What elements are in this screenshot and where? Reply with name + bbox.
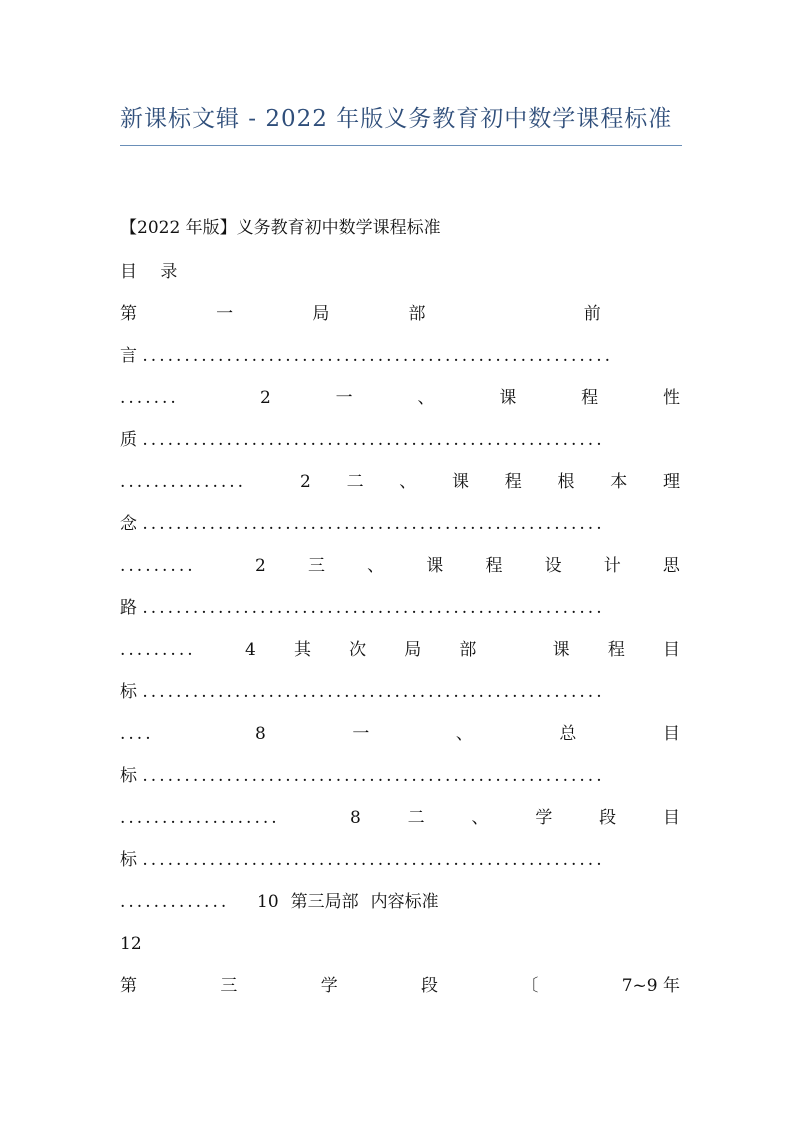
toc-char: 〔 <box>521 976 539 996</box>
toc-char: 思 <box>662 556 680 576</box>
toc-char: 程 <box>581 388 599 408</box>
toc-char: 段 <box>599 808 617 828</box>
toc-page-number: 12 <box>120 934 142 954</box>
toc-page-number: 2 <box>260 388 271 408</box>
toc-section-label: 第三局部 <box>290 892 359 912</box>
toc-char: 根 <box>557 472 575 492</box>
toc-char: 目 <box>662 808 680 828</box>
toc-leader-dots: ................... <box>120 808 280 828</box>
toc-entry-head: 念 <box>120 514 137 534</box>
toc-leader-dots: ....................................................... <box>142 682 605 702</box>
toc-line <box>120 721 680 747</box>
header-title: 新课标文辑 - 2022 年版义务教育初中数学课程标准 <box>120 106 673 132</box>
toc-char: 局 <box>312 304 330 324</box>
toc-heading <box>120 259 680 285</box>
toc-char: 程 <box>504 472 522 492</box>
toc-char: 学 <box>535 808 553 828</box>
toc-page-number: 8 <box>255 724 266 744</box>
toc-leader-dots: ............. <box>120 892 230 912</box>
toc-char: 三 <box>220 976 238 996</box>
toc-line <box>120 679 680 705</box>
toc-entry-head: 标 <box>120 850 137 870</box>
toc-entry-head: 路 <box>120 598 137 618</box>
toc-char: 第 <box>120 976 137 996</box>
toc-char: 课 <box>552 640 570 660</box>
toc-char: 程 <box>485 556 503 576</box>
toc-line <box>120 301 680 327</box>
toc-char: 部 <box>459 640 477 660</box>
toc-leader-dots: ....................................................... <box>142 430 605 450</box>
toc-entry-head: 标 <box>120 766 137 786</box>
toc-char: 设 <box>544 556 562 576</box>
toc-line <box>120 511 680 537</box>
toc-line <box>120 553 680 579</box>
toc-leader-dots: ....................................................... <box>142 598 605 618</box>
toc-char: 第 <box>120 304 137 324</box>
header-divider <box>120 145 682 146</box>
toc-page-number: 8 <box>350 808 361 828</box>
toc-char: 性 <box>662 388 680 408</box>
toc-line <box>120 637 680 663</box>
toc-line <box>120 385 680 411</box>
toc-heading-char: 录 <box>160 262 178 282</box>
toc-page-number: 4 <box>245 640 256 660</box>
toc-char: 、 <box>399 472 417 492</box>
toc-char: 一 <box>335 388 353 408</box>
toc-char: 、 <box>471 808 489 828</box>
toc-entry-head: 质 <box>120 430 137 450</box>
toc-char: 学 <box>320 976 338 996</box>
toc-leader-dots: ....................................................... <box>142 850 605 870</box>
toc-leader-dots: ....... <box>120 388 179 408</box>
toc-char: 前 <box>583 304 601 324</box>
toc-line <box>120 973 680 999</box>
toc-line <box>120 847 680 873</box>
toc-line <box>120 469 680 495</box>
toc-page-number: 10 <box>257 892 279 912</box>
toc-char: 一 <box>352 724 370 744</box>
toc-leader-dots: ............... <box>120 472 247 492</box>
toc-char: 段 <box>421 976 439 996</box>
toc-line <box>120 889 680 915</box>
toc-char: 局 <box>404 640 422 660</box>
toc-page-number: 2 <box>255 556 266 576</box>
toc-char: 二 <box>407 808 425 828</box>
toc-char: 、 <box>367 556 385 576</box>
toc-char: 目 <box>662 724 680 744</box>
toc-line <box>120 427 680 453</box>
toc-char: 7~9 年 <box>621 976 680 996</box>
toc-char: 、 <box>417 388 435 408</box>
toc-char: 计 <box>603 556 621 576</box>
toc-leader-dots: ........................................................ <box>142 346 614 366</box>
page-header <box>120 100 682 133</box>
toc-char: 课 <box>426 556 444 576</box>
toc-page-number: 2 <box>300 472 311 492</box>
toc-line <box>120 763 680 789</box>
toc-entry-head: 言 <box>120 346 137 366</box>
toc-line <box>120 343 680 369</box>
toc-char: 部 <box>408 304 426 324</box>
toc-leader-dots: ....................................................... <box>142 514 605 534</box>
toc-section-label: 内容标准 <box>370 892 439 912</box>
toc-char: 目 <box>662 640 680 660</box>
toc-heading-char: 目 <box>120 262 137 282</box>
toc-entry-head: 标 <box>120 682 137 702</box>
toc-char: 三 <box>307 556 325 576</box>
toc-leader-dots: .... <box>120 724 154 744</box>
toc-char: 课 <box>499 388 517 408</box>
toc-char: 理 <box>662 472 680 492</box>
toc-char: 次 <box>349 640 367 660</box>
toc-char: 一 <box>216 304 234 324</box>
toc-leader-dots: ....................................................... <box>142 766 605 786</box>
toc-char: 总 <box>559 724 577 744</box>
toc-char: 课 <box>452 472 470 492</box>
toc-char: 本 <box>610 472 628 492</box>
toc-char: 程 <box>607 640 625 660</box>
toc-leader-dots: ......... <box>120 556 196 576</box>
toc-char: 二 <box>346 472 364 492</box>
toc-line <box>120 805 680 831</box>
document-title: 【2022 年版】义务教育初中数学课程标准 <box>120 218 441 238</box>
toc-line <box>120 595 680 621</box>
toc-char: 、 <box>455 724 473 744</box>
toc-leader-dots: ......... <box>120 640 196 660</box>
toc-char: 其 <box>293 640 311 660</box>
